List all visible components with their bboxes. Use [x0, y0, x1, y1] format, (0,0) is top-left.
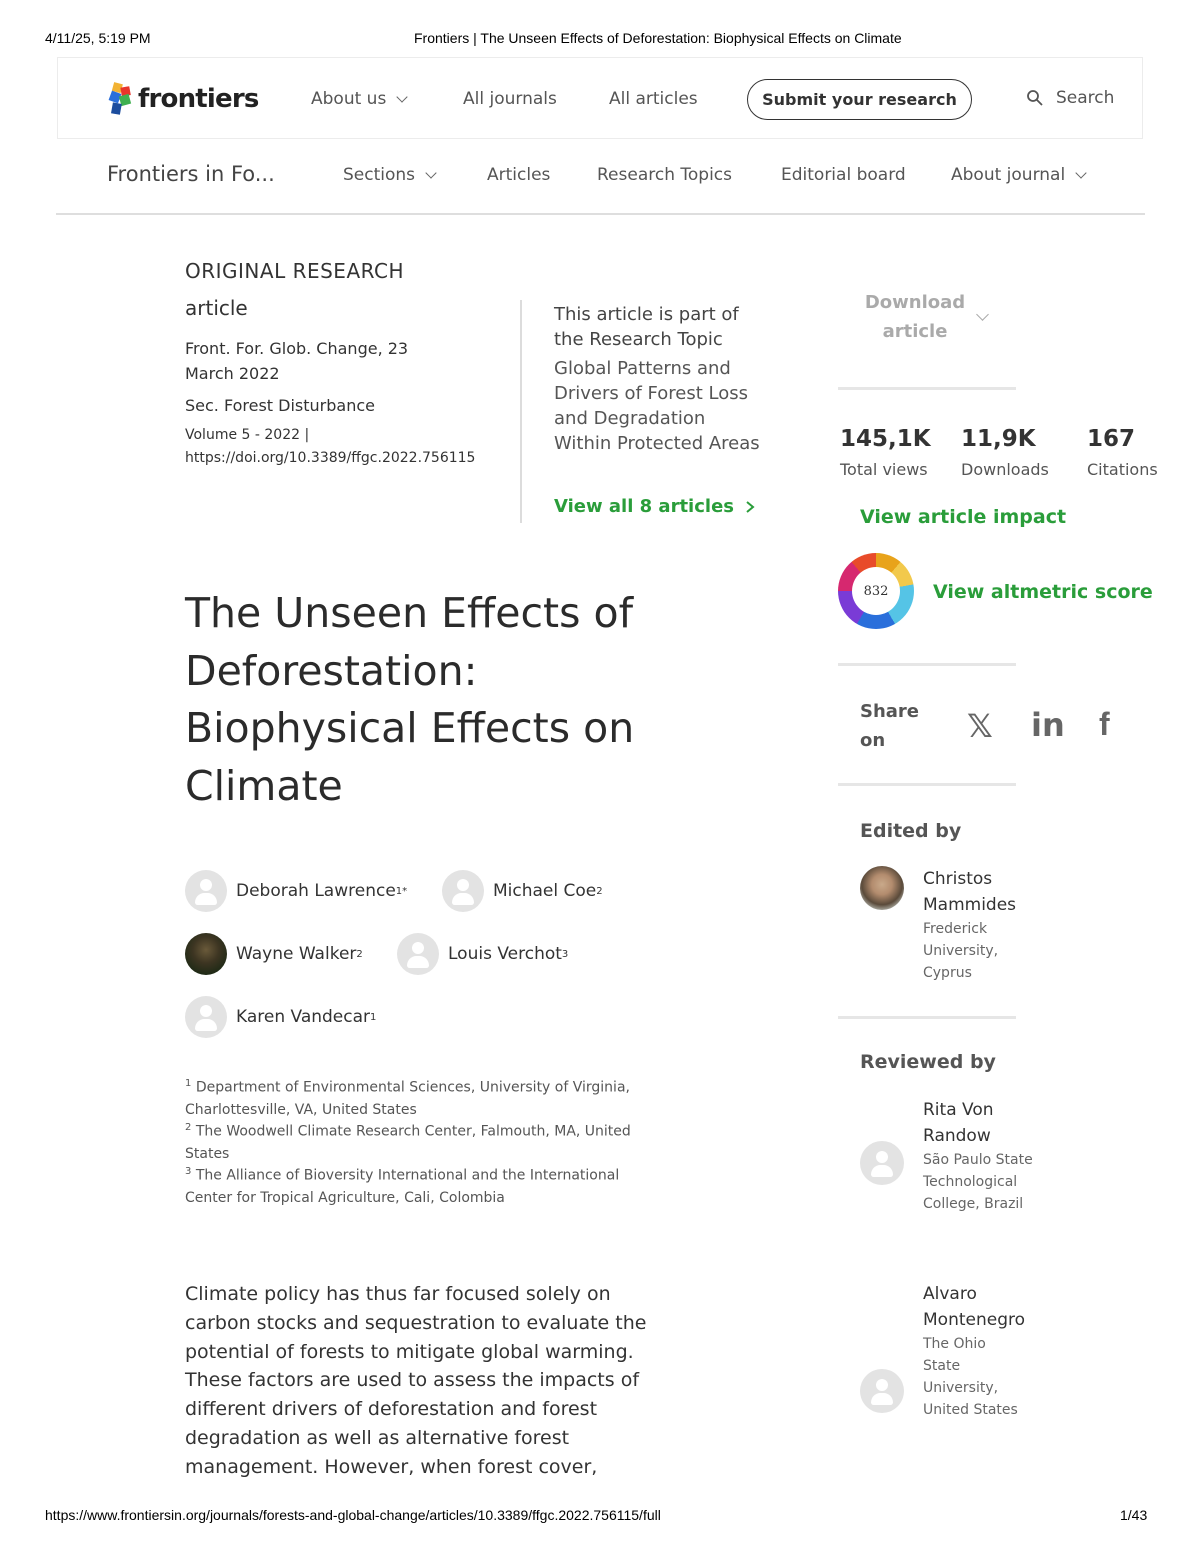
author-affil-sup: 2	[356, 948, 363, 960]
search-icon	[1026, 89, 1044, 107]
reviewed-by-heading: Reviewed by	[860, 1051, 996, 1073]
view-all-label: View all 8 articles	[554, 496, 734, 517]
altmetric-score: 832	[852, 567, 900, 615]
research-topic-intro: This article is part of the Research Topic	[554, 304, 739, 350]
journal-nav-sections[interactable]	[343, 165, 435, 185]
editor-avatar-photo	[860, 866, 904, 910]
view-altmetric-link[interactable]: View altmetric score	[933, 581, 1153, 603]
avatar-placeholder-icon	[185, 996, 227, 1038]
editor-name[interactable]: Christos Mammides	[923, 869, 1017, 915]
chevron-down-icon	[425, 167, 436, 178]
nav-about-us-label: About us	[311, 89, 387, 109]
article-type: ORIGINAL RESEARCH	[185, 259, 405, 283]
affiliation	[185, 1073, 655, 1121]
chevron-right-icon	[744, 500, 756, 514]
search-button[interactable]	[1026, 88, 1114, 108]
author-affil-sup: 3	[561, 948, 569, 960]
stat-downloads-value: 11,9K	[961, 426, 1036, 452]
reviewer-affiliation: São Paulo State Technological College, Brazil	[923, 1152, 1033, 1212]
submit-research-button[interactable]: Submit your research	[747, 79, 972, 120]
journal-nav-articles[interactable]: Articles	[487, 165, 551, 185]
facebook-icon[interactable]: f	[1099, 706, 1110, 742]
author-affil-sup: 1	[370, 1011, 377, 1023]
article-doi[interactable]: https://doi.org/10.3389/ffgc.2022.756115	[185, 450, 476, 466]
affiliation-text: Department of Environmental Sciences, University of Virginia, Charlottesville, VA, United States	[185, 1079, 630, 1118]
affiliation	[185, 1117, 655, 1165]
research-topic-name[interactable]: Global Patterns and Drivers of Forest Loss and Degradation Within Protected Areas	[554, 358, 760, 454]
affiliation-number: 2	[185, 1122, 192, 1133]
avatar-placeholder-icon	[860, 1369, 904, 1413]
affiliation-text: The Woodwell Climate Research Center, Falmouth, MA, United States	[185, 1123, 631, 1162]
journal-nav-about-journal[interactable]	[951, 165, 1085, 185]
abstract-text: Climate policy has thus far focused solely on carbon stocks and sequestration to evaluate the potential of forests to mitigate global warming. These factors are used to assess the impacts of different drivers of deforestation and forest degradation as well as alternative forest management. However, when forest cover,	[185, 1283, 647, 1478]
article-type-suffix: article	[185, 296, 248, 320]
view-all-articles-link[interactable]	[554, 496, 756, 517]
reviewer-affiliation: The Ohio State University, United States	[923, 1336, 1018, 1418]
stat-downloads-label: Downloads	[961, 460, 1049, 479]
x-twitter-icon[interactable]: 𝕏	[967, 707, 993, 745]
avatar-photo	[185, 933, 227, 975]
frontiers-logo-icon	[107, 83, 135, 115]
linkedin-icon[interactable]: in	[1031, 706, 1065, 744]
affiliation-number: 3	[185, 1166, 192, 1177]
author-name: Deborah Lawrence	[236, 881, 396, 901]
sidebar-divider	[838, 387, 1016, 390]
author-name: Wayne Walker	[236, 944, 357, 964]
stat-total-views-label: Total views	[840, 460, 928, 479]
stat-citations-value: 167	[1087, 426, 1136, 452]
journal-nav-research-topics[interactable]: Research Topics	[597, 165, 732, 185]
author[interactable]	[397, 933, 568, 975]
article-section[interactable]: Sec. Forest Disturbance	[185, 396, 375, 415]
author[interactable]	[442, 870, 603, 912]
sidebar-divider	[838, 783, 1016, 786]
nav-all-journals[interactable]: All journals	[463, 89, 557, 109]
sidebar-divider	[838, 663, 1016, 666]
nav-all-articles[interactable]: All articles	[609, 89, 698, 109]
article-title: The Unseen Effects of Deforestation: Biophysical Effects on Climate	[185, 589, 635, 810]
print-url: https://www.frontiersin.org/journals/forests-and-global-change/articles/10.3389/ffgc.2022.756115/full	[45, 1507, 661, 1523]
affiliation-text: The Alliance of Bioversity International and the International Center for Tropical Agriculture, Cali, Colombia	[185, 1167, 620, 1206]
author[interactable]	[185, 996, 376, 1038]
author-affil-sup: 1*	[395, 885, 408, 897]
stat-total-views-value: 145,1K	[840, 426, 931, 452]
reviewer-name[interactable]: Alvaro Montenegro	[923, 1284, 1026, 1330]
journal-nav-editorial-board[interactable]: Editorial board	[781, 165, 906, 185]
affiliation-number: 1	[185, 1078, 192, 1089]
stat-citations-label: Citations	[1087, 460, 1158, 479]
about-journal-label: About journal	[951, 165, 1066, 185]
logo-wordmark: frontiers	[138, 84, 259, 114]
article-volume: Volume 5 - 2022 |	[185, 427, 310, 443]
frontiers-logo[interactable]	[107, 83, 259, 115]
author-name: Louis Verchot	[448, 944, 562, 964]
journal-title[interactable]: Frontiers in Fo...	[107, 162, 275, 186]
chevron-down-icon	[976, 308, 989, 321]
avatar-placeholder-icon	[860, 1141, 904, 1185]
author-name: Michael Coe	[493, 881, 597, 901]
avatar-placeholder-icon	[185, 870, 227, 912]
citation-line-2: March 2022	[185, 364, 280, 383]
citation-line-1: Front. For. Glob. Change, 23	[185, 339, 409, 358]
print-datetime: 4/11/25, 5:19 PM	[45, 30, 151, 46]
editor-affiliation: Frederick University, Cyprus	[923, 921, 999, 981]
avatar-placeholder-icon	[397, 933, 439, 975]
chevron-down-icon	[397, 91, 408, 102]
edited-by-heading: Edited by	[860, 820, 962, 842]
sections-label: Sections	[343, 165, 416, 185]
print-page-title: Frontiers | The Unseen Effects of Deforestation: Biophysical Effects on Climate	[414, 30, 902, 46]
chevron-down-icon	[1076, 167, 1087, 178]
download-article-button[interactable]: Download article	[864, 292, 966, 342]
search-label: Search	[1056, 88, 1115, 108]
sidebar-divider	[838, 1016, 1016, 1019]
view-article-impact-link[interactable]: View article impact	[860, 506, 1067, 528]
author-name: Karen Vandecar	[236, 1007, 371, 1027]
author[interactable]	[185, 870, 407, 912]
reviewer-name[interactable]: Rita Von Randow	[923, 1100, 994, 1146]
avatar-placeholder-icon	[442, 870, 484, 912]
affiliation	[185, 1161, 655, 1209]
author-affil-sup: 2	[596, 885, 603, 897]
share-label: Share on	[860, 701, 920, 751]
journal-nav-divider	[56, 213, 1145, 215]
nav-about-us[interactable]	[311, 89, 406, 109]
print-page-number: 1/43	[1120, 1507, 1148, 1523]
author[interactable]	[185, 933, 363, 975]
meta-divider	[520, 300, 522, 523]
